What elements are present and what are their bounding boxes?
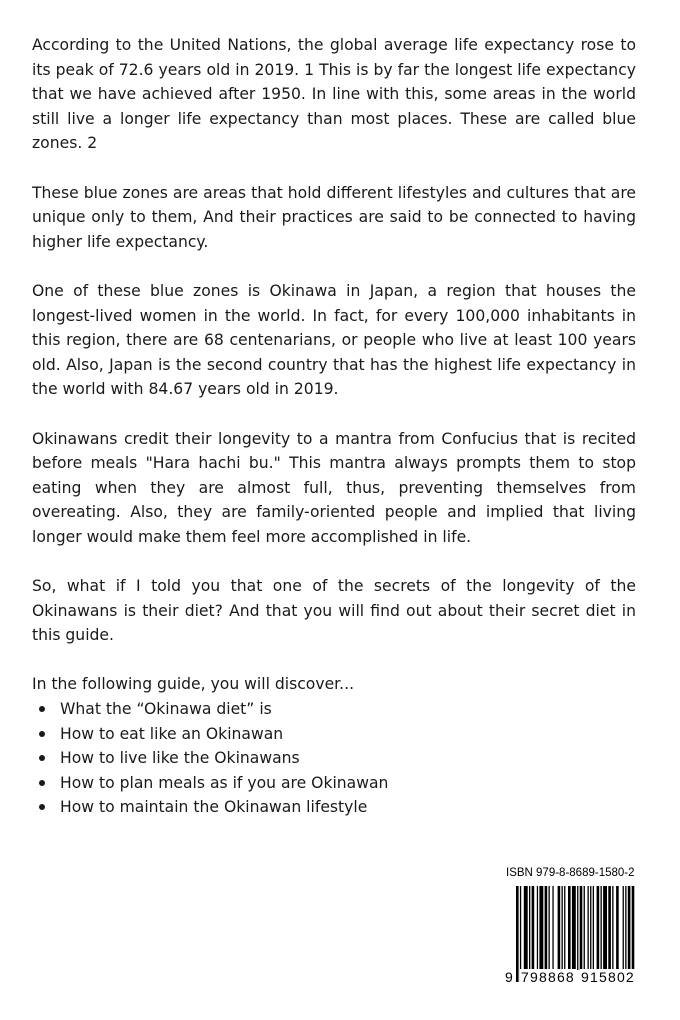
paragraph-2: These blue zones are areas that hold different lifestyles and cultures that are unique only to them, And their practices are said to be connected to having higher life expectancy. bbox=[32, 183, 636, 251]
list-item-label: How to plan meals as if you are Okinawan bbox=[60, 773, 389, 792]
barcode-bar bbox=[552, 886, 553, 970]
list-intro: In the following guide, you will discover... bbox=[32, 675, 355, 694]
bullet-dot-icon bbox=[39, 780, 45, 786]
list-item bbox=[32, 722, 636, 747]
barcode-bar bbox=[549, 886, 550, 970]
barcode-bar bbox=[608, 886, 611, 970]
list-item bbox=[32, 697, 636, 722]
list-item-label: How to live like the Okinawans bbox=[60, 749, 300, 768]
barcode-first-digit: 9 bbox=[505, 969, 513, 985]
barcode-bar bbox=[558, 886, 561, 970]
barcode-bar bbox=[529, 886, 530, 970]
barcode-right-digits: 915802 bbox=[581, 969, 635, 985]
paragraph-4: Okinawans credit their longevity to a mantra from Confucius that is recited before meals "Hara hachi bu." This mantra always prompts them to stop eating when they are almost full, thus, preventing themselves from overeating. Also, they are family-oriented people and implied that living longer would make them feel more accomplished in life. bbox=[32, 429, 636, 546]
list-item bbox=[32, 795, 636, 820]
barcode-bar bbox=[568, 886, 571, 970]
isbn-label: ISBN 979-8-8689-1580-2 bbox=[506, 867, 635, 879]
barcode-bar bbox=[516, 886, 519, 982]
barcode-bar bbox=[562, 886, 563, 970]
barcode-bar bbox=[628, 886, 631, 970]
barcode-bar bbox=[588, 886, 589, 982]
barcode-bar bbox=[577, 886, 578, 970]
barcode-bar bbox=[564, 886, 565, 970]
barcode-bar bbox=[532, 886, 535, 970]
barcode-bar bbox=[597, 886, 600, 970]
barcode-bar bbox=[539, 886, 543, 970]
paragraph-3: One of these blue zones is Okinawa in Japan, a region that houses the longest-lived women in the world. In fact, for every 100,000 inhabitants in this region, there are 68 centenarians, or people who live at least 100 years old. Also, Japan is the second country that has the highest life expectancy in the world with 84.67 years old in 2019. bbox=[32, 281, 636, 399]
isbn-barcode-block bbox=[502, 864, 642, 992]
barcode-bar bbox=[625, 886, 626, 970]
barcode-bar bbox=[545, 886, 548, 970]
barcode-bar bbox=[623, 886, 624, 970]
list-item-label: How to eat like an Okinawan bbox=[60, 724, 284, 743]
list-item bbox=[32, 746, 636, 771]
list-item-label: What the “Okinawa diet” is bbox=[60, 700, 272, 719]
list-item-label: How to maintain the Okinawan lifestyle bbox=[60, 798, 368, 817]
barcode-bar bbox=[580, 886, 583, 970]
bullet-dot-icon bbox=[39, 755, 45, 761]
barcode-bar bbox=[616, 886, 619, 970]
barcode-bar bbox=[520, 886, 521, 982]
barcode-bar bbox=[632, 886, 635, 970]
bullet-dot-icon bbox=[39, 731, 45, 737]
barcode-bar bbox=[572, 886, 576, 970]
barcode-bar bbox=[612, 886, 613, 970]
paragraph-5: So, what if I told you that one of the secrets of the longevity of the Okinawans is their diet? And that you will find out about their secret diet in this guide. bbox=[32, 577, 636, 645]
bullet-list bbox=[32, 697, 636, 820]
barcode-bar bbox=[584, 886, 585, 970]
barcode-bar bbox=[524, 886, 528, 970]
body-text bbox=[32, 33, 636, 820]
barcode-bar bbox=[537, 886, 538, 970]
barcode-bar bbox=[603, 886, 607, 970]
barcode-left-digits: 798868 bbox=[521, 969, 575, 985]
bullet-dot-icon bbox=[39, 804, 45, 810]
paragraph-1: According to the United Nations, the global average life expectancy rose to its peak of 72.6 years old in 2019. 1 This is by far the longest life expectancy that we have achieved after 1950. In line with this, some areas in the world still live a longer life expectancy than most places. These are called blue zones. 2 bbox=[32, 36, 636, 153]
barcode-bar bbox=[601, 886, 602, 970]
bullet-dot-icon bbox=[39, 706, 45, 712]
barcode-bar bbox=[593, 886, 594, 982]
list-item bbox=[32, 771, 636, 796]
barcode-bar bbox=[590, 886, 591, 982]
